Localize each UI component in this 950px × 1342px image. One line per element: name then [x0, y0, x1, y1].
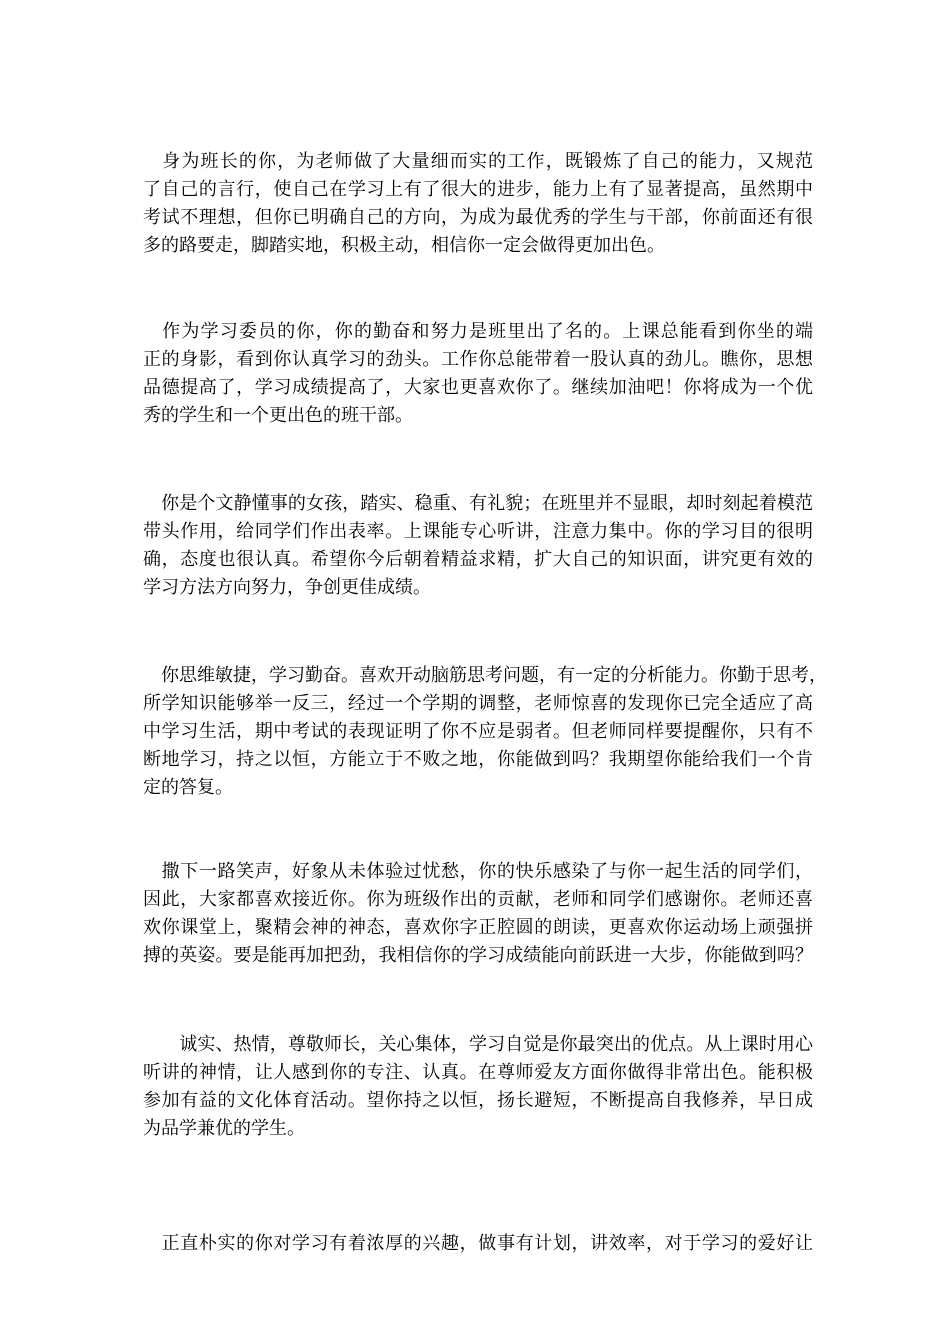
paragraph-5	[143, 858, 813, 970]
paragraph-2	[143, 318, 813, 430]
paragraph-4	[143, 662, 827, 802]
text-line: 所学知识能够举一反三，经过一个学期的调整，老师惊喜的发现你已完全适应了高	[143, 693, 813, 714]
text-line: 撒下一路笑声，好象从未体验过忧愁，你的快乐感染了与你一起生活的同学们，	[143, 861, 813, 882]
paragraph-6	[143, 1031, 813, 1143]
text-line: 为品学兼优的学生。	[143, 1118, 305, 1139]
text-line: 参加有益的文化体育活动。望你持之以恒，扬长避短，不断提高自我修养，早日成	[143, 1090, 813, 1111]
text-line: 秀的学生和一个更出色的班干部。	[143, 405, 413, 426]
text-line: 断地学习，持之以恒，方能立于不败之地，你能做到吗？我期望你能给我们一个肯	[143, 749, 813, 770]
text-line: 正直朴实的你对学习有着浓厚的兴趣，做事有计划，讲效率，对于学习的爱好让	[143, 1233, 813, 1254]
text-line: 欢你课堂上，聚精会神的神态，喜欢你字正腔圆的朗读，更喜欢你运动场上顽强拼	[143, 917, 813, 938]
paragraph-3	[143, 490, 813, 602]
text-line: 身为班长的你，为老师做了大量细而实的工作，既锻炼了自己的能力，又规范	[143, 151, 813, 172]
text-line: 中学习生活，期中考试的表现证明了你不应是弱者。但老师同样要提醒你，只有不	[143, 721, 813, 742]
text-line: 听讲的神情，让人感到你的专注、认真。在尊师爱友方面你做得非常出色。能积极	[143, 1062, 813, 1083]
text-line: 正的身影，看到你认真学习的劲头。工作你总能带着一股认真的劲儿。瞧你，思想	[143, 349, 813, 370]
paragraph-7	[143, 1230, 813, 1258]
text-line: 搏的英姿。要是能再加把劲，我相信你的学习成绩能向前跃进一大步，你能做到吗？	[143, 945, 813, 966]
text-line: 你思维敏捷，学习勤奋。喜欢开动脑筋思考问题，有一定的分析能力。你勤于思考，	[143, 665, 827, 686]
text-line: 作为学习委员的你，你的勤奋和努力是班里出了名的。上课总能看到你坐的端	[143, 321, 813, 342]
text-line: 品德提高了，学习成绩提高了，大家也更喜欢你了。继续加油吧！你将成为一个优	[143, 377, 813, 398]
text-line: 因此，大家都喜欢接近你。你为班级作出的贡献，老师和同学们感谢你。老师还喜	[143, 889, 813, 910]
text-line: 多的路要走，脚踏实地，积极主动，相信你一定会做得更加出色。	[143, 235, 665, 256]
text-line: 诚实、热情，尊敬师长，关心集体，学习自觉是你最突出的优点。从上课时用心	[143, 1034, 813, 1055]
text-line: 了自己的言行，使自己在学习上有了很大的进步，能力上有了显著提高，虽然期中	[143, 179, 813, 200]
text-line: 定的答复。	[143, 777, 233, 798]
text-line: 确，态度也很认真。希望你今后朝着精益求精，扩大自己的知识面，讲究更有效的	[143, 549, 813, 570]
text-line: 带头作用，给同学们作出表率。上课能专心听讲，注意力集中。你的学习目的很明	[143, 521, 813, 542]
text-line: 学习方法方向努力，争创更佳成绩。	[143, 577, 431, 598]
text-line: 考试不理想，但你已明确自己的方向，为成为最优秀的学生与干部，你前面还有很	[143, 207, 813, 228]
paragraph-1	[143, 148, 813, 260]
text-line: 你是个文静懂事的女孩，踏实、稳重、有礼貌；在班里并不显眼，却时刻起着模范	[143, 493, 813, 514]
